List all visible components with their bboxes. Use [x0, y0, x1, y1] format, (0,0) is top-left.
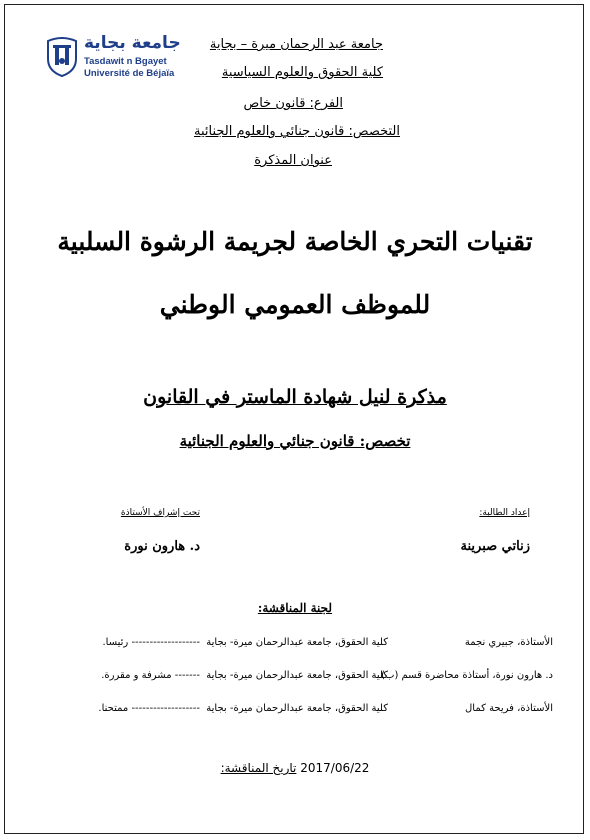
logo-line-1: Tasdawit n Bgayet	[84, 56, 167, 67]
jury-member-2-affiliation: كلية الحقوق، جامعة عبدالرحمان ميرة- بجاية	[206, 670, 388, 681]
degree-line: مذكرة لنيل شهادة الماستر في القانون	[143, 386, 447, 408]
defense-date-value: 2017/06/22	[300, 761, 370, 775]
defense-date-label: تاريخ المناقشة:	[220, 761, 297, 775]
thesis-title-label: عنوان المذكرة	[254, 153, 332, 168]
specialization-line: تخصص: قانون جنائي والعلوم الجنائية	[179, 432, 411, 450]
logo-line-2: Université de Béjaïa	[84, 68, 175, 79]
thesis-title-line-1: تقنيات التحري الخاصة لجريمة الرشوة السلبية	[57, 227, 533, 256]
defense-date	[0, 761, 590, 775]
university-logo	[46, 33, 196, 83]
jury-member-1-role: ------------------- رئيسا.	[102, 637, 200, 648]
supervisor-name: د. هارون نورة	[124, 539, 200, 554]
jury-member-3-person: الأستاذة، فريحة كمال	[465, 703, 553, 714]
jury-member-2-person: د. هارون نورة، أستاذة محاضرة قسم (ب)	[381, 670, 553, 681]
jury-member-3-role: ------------------- ممتحنا.	[98, 703, 200, 714]
university-seal-icon	[46, 37, 78, 77]
supervisor-label: تحت إشراف الأستاذة	[120, 508, 200, 518]
jury-heading: لجنة المناقشة:	[257, 601, 333, 615]
jury-member-3-affiliation: كلية الحقوق، جامعة عبدالرحمان ميرة- بجاية	[206, 703, 388, 714]
specialty-line: التخصص: قانون جنائي والعلوم الجنائية	[194, 124, 400, 139]
university-name: جامعة عبد الرحمان ميرة – بجاية	[209, 37, 383, 52]
jury-member-1-person: الأستاذة، جبيري نجمة	[464, 637, 553, 648]
logo-arabic-name: جامعة بجاية	[84, 33, 181, 53]
branch-line: الفرع: قانون خاص	[243, 96, 343, 111]
thesis-title-line-2: للموظف العمومي الوطني	[159, 290, 431, 319]
jury-member-1-affiliation: كلية الحقوق، جامعة عبدالرحمان ميرة- بجاية	[206, 637, 388, 648]
jury-member-2-role: ------- مشرفة و مقررة.	[101, 670, 200, 681]
student-label: إعداد الطالبة:	[479, 508, 530, 518]
student-name: زناتي صبرينة	[460, 539, 530, 554]
faculty-name: كلية الحقوق والعلوم السياسية	[221, 65, 383, 80]
